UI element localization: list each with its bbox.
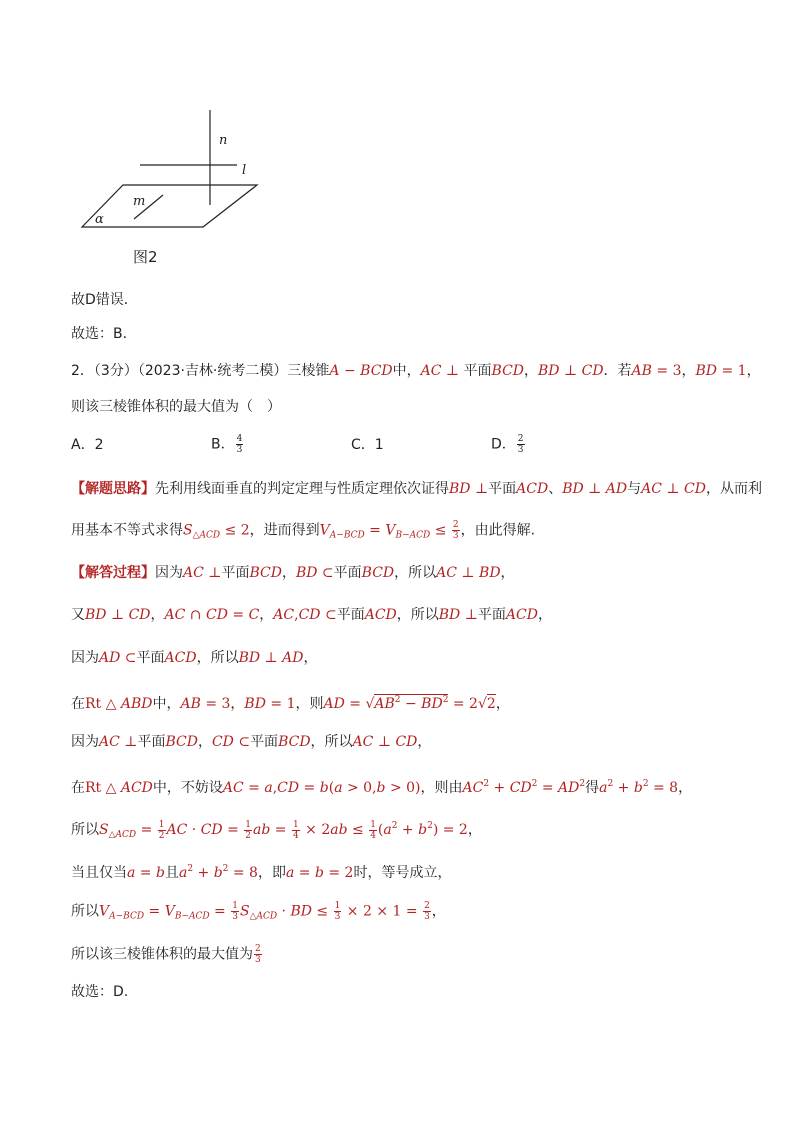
label-n: n (219, 133, 228, 148)
solution-line-3: 因为AD ⊂平面ACD，所以BD ⊥ AD， (71, 650, 318, 666)
label-alpha: α (95, 212, 104, 227)
hint-line-1: 【解题思路】先利用线面垂直的判定定理与性质定理依次证得BD ⊥平面ACD、BD ⊥ AD与AC ⊥ CD，从而利 (71, 481, 762, 497)
solution-line-5: 因为AC ⊥平面BCD，CD ⊂平面BCD，所以AC ⊥ CD， (71, 734, 432, 750)
solution-answer: 故选：D. (71, 984, 129, 1000)
problem-score: （3分） (93, 363, 138, 379)
label-l: l (242, 163, 247, 178)
solution-line-6: 在Rt △ ACD中，不妨设AC = a,CD = b(a > 0,b > 0)，则由$AC^2 + CD^2 = AD^2$得$a^2 + b^2 = 8$， (71, 779, 693, 796)
hint-line-2: 用基本不等式求得$S_{\triangle ACD} \le 2$，进而得到$V_{A-BCD} = V_{B-ACD}$ ≤ $\frac{2}{3}$ ，由此得解. (71, 520, 536, 541)
geometry-figure (0, 0, 794, 290)
options-row (71, 434, 631, 455)
solution-line-1: 【解答过程】因为AC ⊥平面BCD，BD ⊂平面BCD，所以AC ⊥ BD， (71, 565, 515, 581)
problem-line-2: 则该三棱锥体积的最大值为（ ） (71, 399, 281, 415)
problem-number: 2． (71, 363, 94, 379)
option-d[interactable]: D． $\frac{2}{3}$ (491, 434, 524, 455)
solution-line-8: 当且仅当a = b且$a^2 + b^2 = 8$，即a = b = 2时，等号成立， (71, 864, 452, 881)
solution-line-2: 又BD ⊥ CD，AC ∩ CD = C，AC,CD ⊂平面ACD，所以BD ⊥平面ACD， (71, 607, 552, 623)
option-b[interactable]: B． $\frac{4}{3}$ (211, 434, 243, 455)
option-a[interactable]: A．2 (71, 436, 104, 453)
hint-tag: 【解题思路】 (71, 481, 155, 497)
solution-line-9: 所以$V_{A-BCD} = V_{B-ACD}$ = $\frac{1}{3}$ $S_{\triangle ACD}$ · BD ≤ $\frac{1}{3}$ × 2 × 1 = $\frac{2}{3}$ ， (71, 901, 446, 922)
plane-alpha (82, 185, 257, 227)
solution-tag: 【解答过程】 (71, 565, 155, 581)
figure-caption: 图2 (133, 248, 158, 266)
prev-answer: 故选：B． (71, 326, 137, 342)
solution-line-7: 所以$S_{\triangle ACD}$ = $\frac{1}{2}$ AC · CD = $\frac{1}{2}$ ab = $\frac{1}{4}$ × 2ab ≤ $\frac{1}{4}$ $(a^2 + b^2) = 2$， (71, 819, 482, 841)
problem-source: （2023·吉林·统考二模） (137, 363, 288, 379)
option-c[interactable]: C．1 (351, 436, 384, 453)
solution-line-4: 在Rt △ ABD中，AB = 3，BD = 1，则AD = $√AB^2 - BD^2 = 2√2$， (71, 695, 510, 712)
solution-line-10: 所以该三棱锥体积的最大值为 $\frac{2}{3}$ (71, 944, 261, 965)
problem-line-1: 2．（3分）（2023·吉林·统考二模）三棱锥A − BCD中，AC ⊥ 平面BCD，BD ⊥ CD．若AB = 3，BD = 1， (71, 363, 761, 379)
prev-conclusion: 故D错误． (71, 292, 138, 308)
label-m: m (133, 194, 146, 209)
